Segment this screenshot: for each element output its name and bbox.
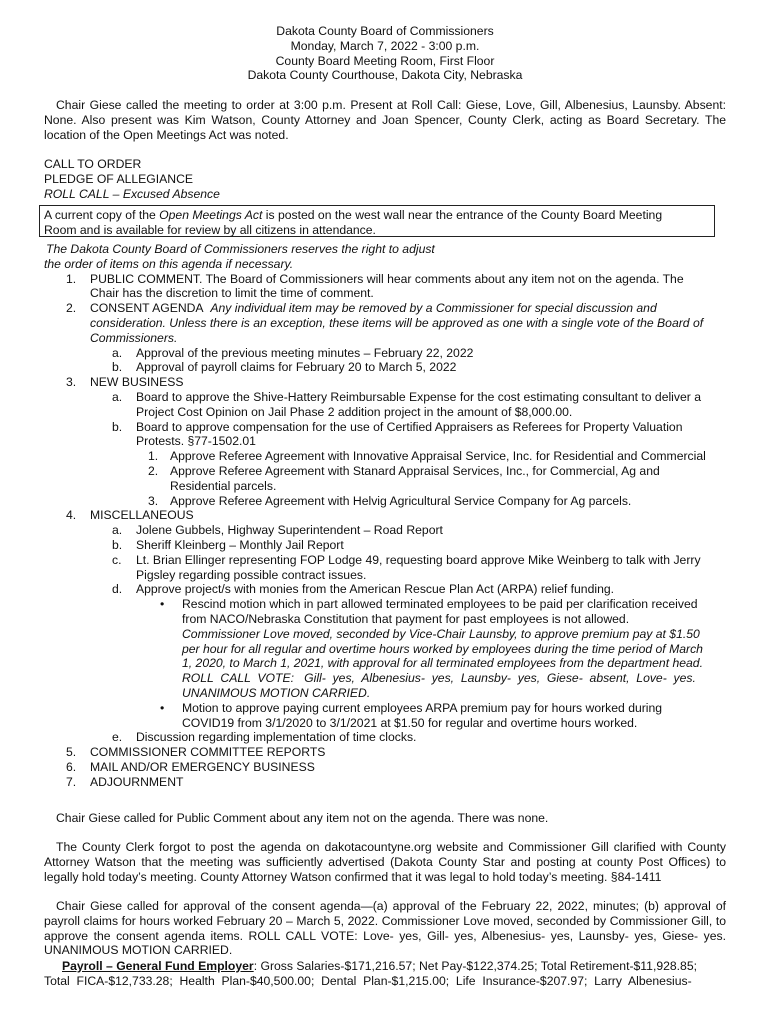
payroll-line-1: Payroll – General Fund Employer: Gross Salaries-$171,216.57; Net Pay-$122,374.25; Total Retirement-$11,928.85; <box>62 959 697 973</box>
clerk-note-paragraph: The County Clerk forgot to post the agenda on dakotacountyne.org website and Commissioner Gill clarified with County Attorney Watson that the meeting was sufficiently advertised (Dakota County Star and posting at county Post Offices) to legally hold today’s meeting. County Attorney Watson confirmed that it was legal to hold today’s meeting. §84-1411 <box>44 840 726 884</box>
item-number: 3. <box>66 375 77 390</box>
agenda-item-4e: e. Discussion regarding implementation of time clocks. <box>112 730 417 745</box>
agenda-item-2-cont: consideration. Unless there is an exception, these items will be approved as one with a single vote of the Board of <box>90 315 704 330</box>
agenda-list <box>44 242 734 789</box>
bullet-icon: • <box>160 700 165 715</box>
consent-agenda-desc: Any individual item may be removed by a Commissioner for special discussion and <box>210 301 657 316</box>
consent-approval-paragraph: Chair Giese called for approval of the consent agenda—(a) approval of the February 22, 2022, minutes; (b) approval of payroll claims for hours worked February 20 – March 5, 2022. Commissioner Love moved, seconded by Commissioner Gill, to approve the consent agenda items. ROLL CALL VOTE: Love- yes, Gill- yes, Albenesius- yes, Launsby- yes, Giese- yes. UNANIMOUS MOTION CARRIED. <box>44 899 726 958</box>
notice-pre: A current copy of the <box>44 208 160 222</box>
bullet-1-motion: 1, 2020, to March 1, 2021, with approval for all terminated employees from the department head. <box>182 656 703 671</box>
item-number: 7. <box>66 774 77 789</box>
agenda-item-1 <box>44 272 734 287</box>
item-text: PUBLIC COMMENT. The Board of Commissioners will hear comments about any item not on the agenda. The <box>90 271 684 286</box>
item-number: 6. <box>66 759 77 774</box>
bullet-1-motion: Commissioner Love moved, seconded by Vice-Chair Launsby, to approve premium pay at $1.50 <box>182 626 700 641</box>
agenda-item-5: 5. COMMISSIONER COMMITTEE REPORTS <box>66 745 326 760</box>
agenda-item-3b3: 3. Approve Referee Agreement with Helvig Agricultural Service Company for Ag parcels. <box>148 493 632 508</box>
agenda-item-7: 7. ADJOURNMENT <box>66 774 184 789</box>
bullet-1-result: UNANIMOUS MOTION CARRIED. <box>182 685 371 700</box>
agenda-item-3b1: 1. Approve Referee Agreement with Innovative Appraisal Service, Inc. for Residential and Commercial <box>148 449 706 464</box>
agenda-item-3b2-cont: Residential parcels. <box>170 478 277 493</box>
agenda-item-3b2: 2. Approve Referee Agreement with Stanard Appraisal Services, Inc., for Commercial, Ag and <box>148 463 660 478</box>
reserve-line-1: The Dakota County Board of Commissioners reserves the right to adjust <box>46 242 435 256</box>
meeting-date: Monday, March 7, 2022 - 3:00 p.m. <box>290 38 480 53</box>
payroll-line-2: Total FICA-$12,733.28; Health Plan-$40,500.00; Dental Plan-$1,215.00; Life Insurance-$207.97; Larry Albenesius- <box>44 973 692 988</box>
agenda-item-4c-cont: Pigsley regarding possible contract issues. <box>136 567 367 582</box>
agenda-item-2a: a. Approval of the previous meeting minutes – February 22, 2022 <box>112 345 474 360</box>
notice-line-2: Room and is available for review by all citizens in attendance. <box>44 222 376 237</box>
item-number: 1. <box>66 271 77 286</box>
agenda-item-4d: d. Approve project/s with monies from the American Rescue Plan Act (ARPA) relief funding. <box>112 582 615 597</box>
notice-post: is posted on the west wall near the entrance of the County Board Meeting <box>262 208 663 222</box>
agenda-item-2-cont: Commissioners. <box>90 330 178 345</box>
item-number: 2. <box>66 301 77 316</box>
meeting-room: County Board Meeting Room, First Floor <box>275 53 495 68</box>
agenda-item-4c: c. Lt. Brian Ellinger representing FOP Lodge 49, requesting board approve Mike Weinberg to talk with Jerry <box>112 552 701 567</box>
bullet-icon: • <box>160 597 165 612</box>
agenda-item-2 <box>44 301 734 316</box>
pledge-of-allegiance: PLEDGE OF ALLEGIANCE <box>44 172 194 186</box>
agenda-item-3: 3. NEW BUSINESS <box>66 375 184 390</box>
public-comment-paragraph: Chair Giese called for Public Comment about any item not on the agenda. There was none. <box>56 811 549 825</box>
meeting-location: Dakota County Courthouse, Dakota City, Nebraska <box>247 68 523 83</box>
bullet-1-cont: from NACO/Nebraska Constitution that payment for past employees is not allowed. <box>182 611 630 626</box>
agenda-item-3b: b. Board to approve compensation for the use of Certified Appraisers as Referees for Property Valuation <box>112 419 683 434</box>
intro-paragraph <box>44 98 726 142</box>
bullet-1-vote: ROLL CALL VOTE: Gill- yes, Albenesius- yes, Launsby- yes, Giese- absent, Love- yes. <box>182 671 696 686</box>
document-header <box>0 24 770 83</box>
call-to-order: CALL TO ORDER <box>44 157 142 171</box>
open-meetings-notice-box <box>39 205 715 237</box>
agenda-item-1-cont: Chair has the discretion to limit the time of comment. <box>90 286 374 301</box>
notice-line-1 <box>44 208 710 223</box>
agenda-item-4d-bullet-2: • Motion to approve paying current employees ARPA premium pay for hours worked during <box>160 700 663 715</box>
item-number: 4. <box>66 508 77 523</box>
item-number: 5. <box>66 745 77 760</box>
agenda-item-2b: b. Approval of payroll claims for February 20 to March 5, 2022 <box>112 360 457 375</box>
agenda-item-3a-cont: Project Cost Opinion on Jail Phase 2 addition project in the amount of $8,000.00. <box>136 404 573 419</box>
board-name: Dakota County Board of Commissioners <box>276 24 494 38</box>
bullet-2-cont: COVID19 from 3/1/2020 to 3/1/2021 at $1.50 for regular and overtime hours worked. <box>182 715 638 730</box>
agenda-item-3a: a. Board to approve the Shive-Hattery Reimbursable Expense for the cost estimating consultant to deliver a <box>112 389 701 404</box>
agenda-item-4: 4. MISCELLANEOUS <box>66 508 194 523</box>
agenda-item-4a: a. Jolene Gubbels, Highway Superintendent – Road Report <box>112 523 443 538</box>
bullet-1-motion: per hour for all regular and overtime hours worked by employees during the time period of March <box>182 641 703 656</box>
agenda-item-4b: b. Sheriff Kleinberg – Monthly Jail Report <box>112 537 344 552</box>
roll-call-heading: ROLL CALL – Excused Absence <box>44 187 220 201</box>
payroll-paragraph <box>44 959 726 989</box>
agenda-item-3b-cont: Protests. §77-1502.01 <box>136 434 256 449</box>
open-meetings-act: Open Meetings Act <box>159 208 263 222</box>
agenda-item-6: 6. MAIL AND/OR EMERGENCY BUSINESS <box>66 759 315 774</box>
agenda-item-4d-bullet-1: • Rescind motion which in part allowed terminated employees to be paid per clarification received <box>160 597 698 612</box>
consent-agenda-title: CONSENT AGENDA <box>90 301 204 316</box>
payroll-label: Payroll – General Fund Employer <box>62 959 254 973</box>
reserve-line-2: the order of items on this agenda if necessary. <box>44 256 294 271</box>
intro-text: Chair Giese called the meeting to order at 3:00 p.m. Present at Roll Call: Giese, Love, Gill, Albenesius, Launsby. Absent: None. Also present was Kim Watson, County Attorney and Joan Spencer, County Clerk, acting as Board Secretary. The location of the Open Meetings Act was noted. <box>44 98 726 142</box>
